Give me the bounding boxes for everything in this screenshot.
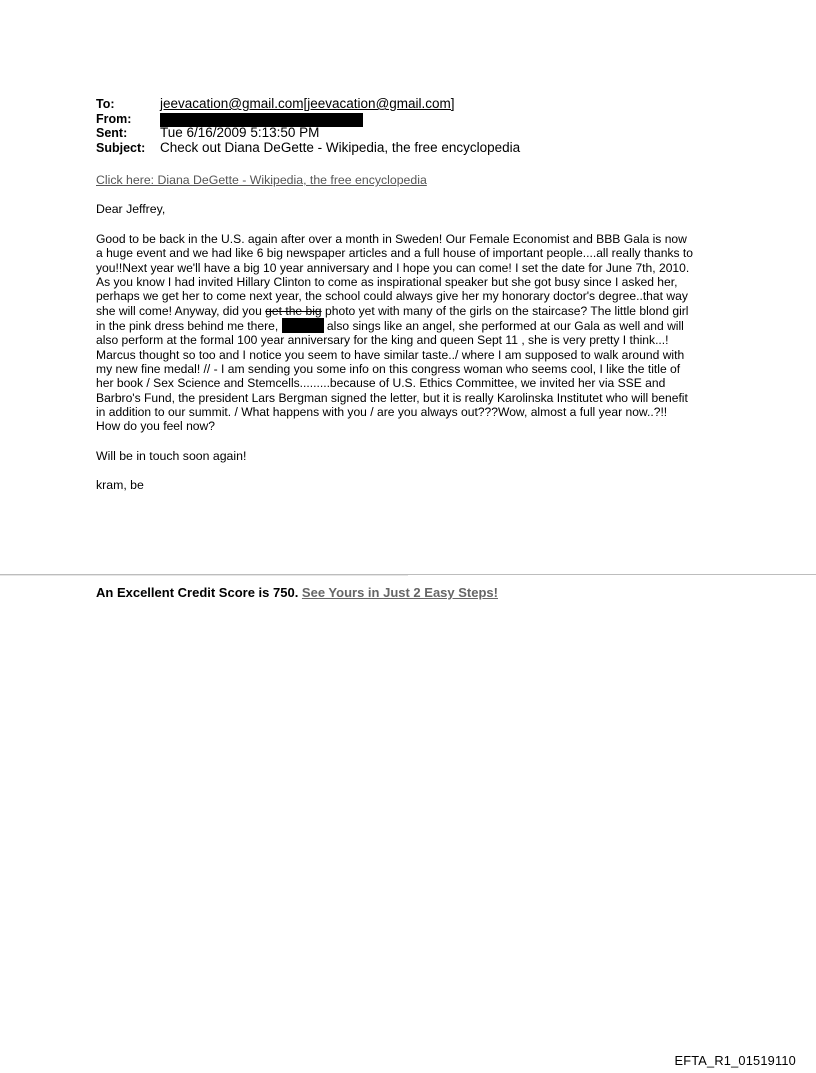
email-header [96, 97, 756, 155]
to-label: To: [96, 97, 115, 111]
sent-row [96, 126, 756, 141]
document-id: EFTA_R1_01519110 [674, 1053, 796, 1068]
to-address[interactable]: jeevacation@gmail.com[jeevacation@gmail.com] [160, 96, 455, 111]
redaction-box [282, 318, 324, 333]
ad-banner [96, 585, 498, 600]
subject-row [96, 141, 756, 156]
body-line: perhaps we get her to come next year, the school could always give her my honorary doctor's degree..that way [96, 289, 688, 304]
greeting: Dear Jeffrey, [96, 202, 166, 216]
body-line: a huge event and we had like 6 big newspaper articles and a full house of important people....all really thanks to [96, 246, 693, 261]
closing-line: Will be in touch soon again! [96, 449, 247, 463]
body-line: her book / Sex Science and Stemcells.........because of U.S. Ethics Committee, we invited her via SSE and [96, 376, 666, 391]
body-fragment: photo yet with many of the girls on the staircase? The little blond girl [321, 303, 689, 318]
body-line-with-redaction [96, 304, 732, 318]
body-line: my new fine medal! // - I am sending you some info on this congress woman who seems cool, I like the title of [96, 362, 681, 377]
subject-value: Check out Diana DeGette - Wikipedia, the free encyclopedia [160, 139, 521, 155]
body-line: As you know I had invited Hillary Clinton to come as inspirational speaker but she got busy since I asked her, [96, 275, 678, 290]
sent-value: Tue 6/16/2009 5:13:50 PM [160, 125, 320, 140]
ad-text: An Excellent Credit Score is 750. [96, 585, 302, 600]
body-fragment: also sings like an angel, she performed at our Gala as well and will [323, 319, 684, 334]
body-line: How do you feel now? [96, 419, 215, 434]
body-line: Marcus thought so too and I notice you seem to have similar taste../ where I am supposed to walk around with [96, 347, 685, 362]
body-fragment: in the pink dress behind me there, [96, 319, 282, 334]
body-line: also perform at the formal 100 year anniversary for the king and queen Sept 11 , she is very pretty I think...! [96, 333, 669, 348]
sent-label: Sent: [96, 126, 128, 140]
body-line-with-redaction [96, 318, 732, 333]
ad-link[interactable]: See Yours in Just 2 Easy Steps! [301, 585, 498, 600]
from-label: From: [96, 111, 132, 126]
body-line: you!!Next year we'll have a big 10 year anniversary and I hope you can come! I set the date for June 7th, 2010. [96, 260, 690, 275]
signoff: kram, be [96, 478, 144, 492]
message-body [96, 232, 732, 434]
divider-shadow [0, 575, 408, 576]
body-line: in addition to our summit. / What happens with you / are you always out???Wow, almost a full year now..?!! [96, 405, 668, 420]
to-row [96, 97, 756, 112]
struck-text: get the big [265, 303, 322, 318]
body-line: Barbro's Fund, the president Lars Bergman signed the letter, but it is really Karolinska Institutet who will benefit [96, 390, 688, 405]
body-line: Good to be back in the U.S. again after over a month in Sweden! Our Female Economist and BBB Gala is now [96, 232, 687, 246]
body-fragment: she will come! Anyway, did you [96, 303, 266, 318]
from-row [96, 112, 756, 127]
subject-label: Subject: [96, 140, 146, 155]
wikipedia-link[interactable]: Click here: Diana DeGette - Wikipedia, the free encyclopedia [96, 173, 427, 187]
